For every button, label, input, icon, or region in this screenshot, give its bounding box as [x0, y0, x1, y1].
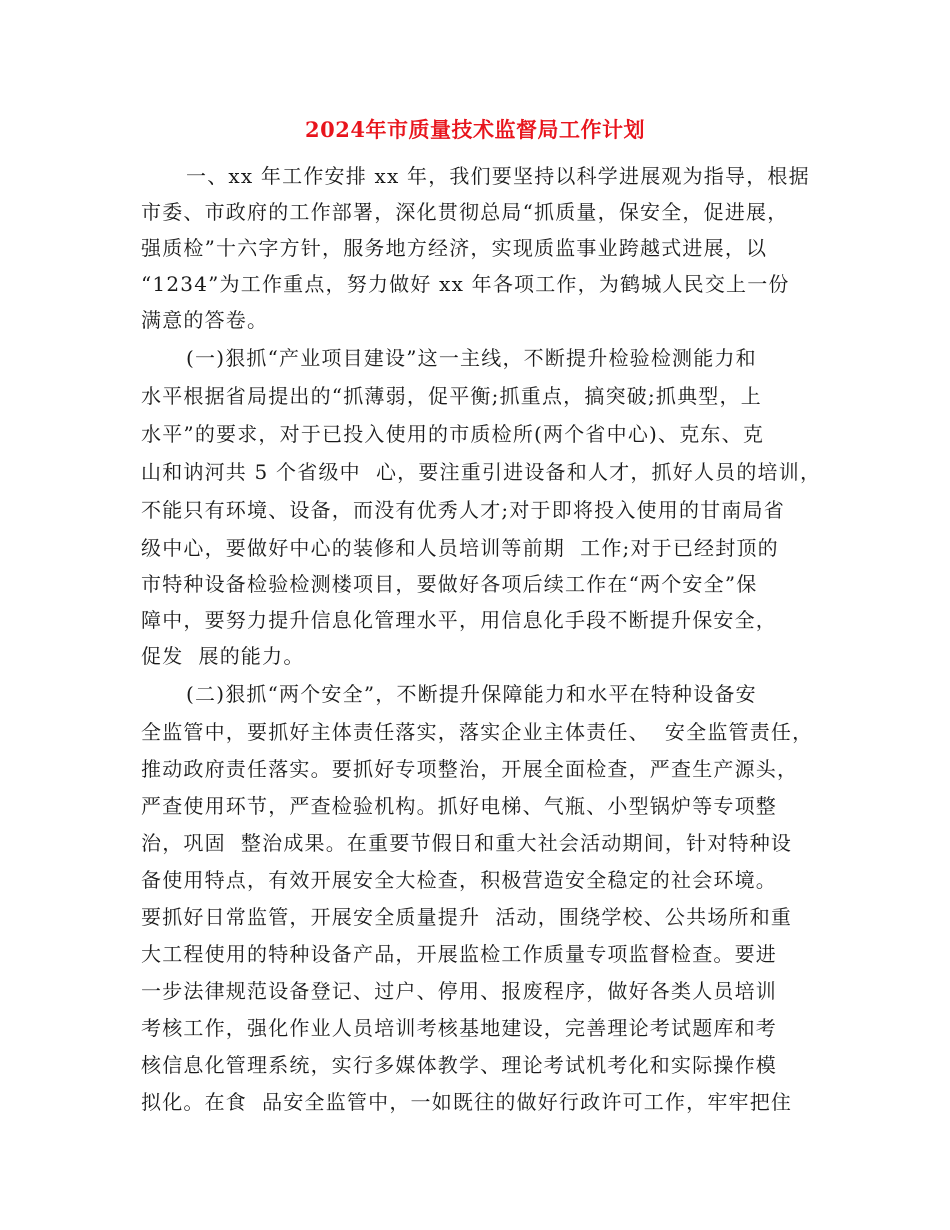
body-line: 核信息化管理系统，实行多媒体教学、理论考试机考化和实际操作模 — [141, 1053, 777, 1077]
body-line: 一步法律规范设备登记、过户、停用、报废程序，做好各类人员培训 — [141, 979, 777, 1003]
body-line: 水平”的要求，对于已投入使用的市质检所(两个省中心)、克东、克 — [141, 422, 765, 446]
body-line: 市委、市政府的工作部署，深化贯彻总局“抓质量，保安全，促进展， — [141, 200, 789, 224]
body-line: 促发 展的能力。 — [141, 644, 305, 668]
body-line: 山和讷河共 5 个省级中 心，要注重引进设备和人才，抓好人员的培训， — [141, 460, 822, 484]
body-line: 强质检”十六字方针，服务地方经济，实现质监事业跨越式进展，以 — [141, 236, 768, 260]
body-line: 一、xx 年工作安排 xx 年，我们要坚持以科学进展观为指导，根据 — [186, 164, 810, 188]
body-line: 障中，要努力提升信息化管理水平，用信息化手段不断提升保安全， — [141, 608, 777, 632]
body-line: “1234”为工作重点，努力做好 xx 年各项工作，为鹤城人民交上一份 — [141, 272, 790, 296]
body-line: 大工程使用的特种设备产品，开展监检工作质量专项监督检查。要进 — [141, 942, 777, 966]
document-title: 2024年市质量技术监督局工作计划 — [305, 117, 645, 142]
body-line: 水平根据省局提出的“抓薄弱，促平衡;抓重点，搞突破;抓典型，上 — [141, 384, 762, 408]
body-line: 不能只有环境、设备，而没有优秀人才;对于即将投入使用的甘南局省 — [141, 498, 785, 522]
body-line: 治，巩固 整治成果。在重要节假日和重大社会活动期间，针对特种设 — [141, 831, 793, 855]
body-line: 市特种设备检验检测楼项目，要做好各项后续工作在“两个安全”保 — [141, 572, 758, 596]
body-line: 拟化。在食 品安全监管中，一如既往的做好行政许可工作，牢牢把住 — [141, 1090, 793, 1114]
body-line: 级中心，要做好中心的装修和人员培训等前期 工作;对于已经封顶的 — [141, 536, 779, 560]
body-line: 全监管中，要抓好主体责任落实，落实企业主体责任、 安全监管责任， — [141, 720, 814, 744]
body-line: (二)狠抓“两个安全”，不断提升保障能力和水平在特种设备安 — [186, 682, 757, 706]
body-line: 备使用特点，有效开展安全大检查，积极营造安全稳定的社会环境。 — [141, 868, 777, 892]
body-line: 推动政府责任落实。要抓好专项整治，开展全面检查，严查生产源头， — [141, 757, 799, 781]
body-line: (一)狠抓“产业项目建设”这一主线，不断提升检验检测能力和 — [186, 346, 757, 370]
body-line: 要抓好日常监管，开展安全质量提升 活动，围绕学校、公共场所和重 — [141, 905, 793, 929]
body-line: 考核工作，强化作业人员培训考核基地建设，完善理论考试题库和考 — [141, 1016, 777, 1040]
body-line: 严查使用环节，严查检验机构。抓好电梯、气瓶、小型锅炉等专项整 — [141, 794, 777, 818]
body-line: 满意的答卷。 — [141, 308, 269, 332]
